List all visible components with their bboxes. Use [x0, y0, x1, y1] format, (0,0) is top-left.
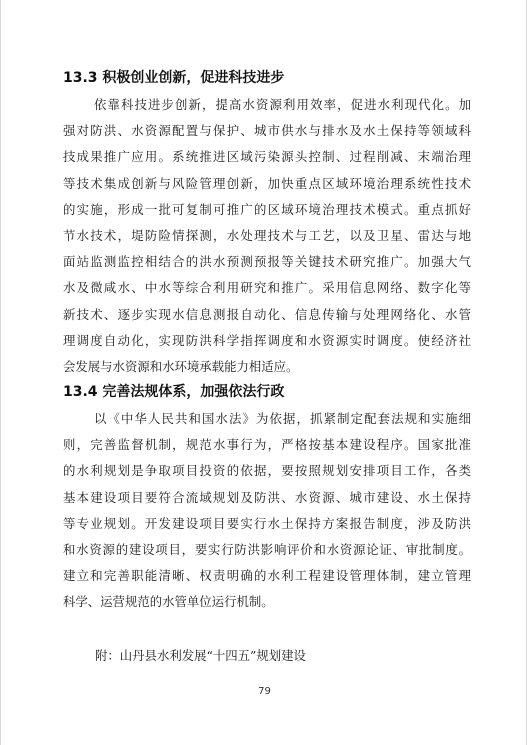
paragraph-line: 强对防洪、水资源配置与保护、城市供水与排水及水土保持等领域科 [63, 123, 471, 139]
paragraph-line: 依靠科技进步创新，提高水资源利用效率，促进水利现代化。加 [94, 97, 471, 112]
paragraph-line: 的实施，形成一批可复制可推广的区域环境治理技术模式。重点抓好 [63, 201, 471, 217]
paragraph-line: 基本建设项目要符合流域规划及防洪、水资源、城市建设、水土保持 [63, 489, 471, 505]
paragraph-line: 的水利规划是争取项目投资的依据，要按照规划安排项目工作，各类 [63, 463, 471, 479]
paragraph-line: 以《中华人民共和国水法》为依据，抓紧制定配套法规和实施细 [94, 411, 471, 426]
page-number: 79 [258, 686, 271, 697]
paragraph-line: 等技术集成创新与风险管理创新，加快重点区域环境治理系统性技术 [63, 175, 471, 191]
paragraph-line: 则，完善监督机制，规范水事行为，严格按基本建设程序。国家批准 [63, 437, 471, 453]
paragraph-line: 科学、运营规范的水管单位运行机制。 [63, 594, 274, 610]
section-13-4-body [63, 406, 471, 616]
paragraph-line: 水及微咸水、中水等综合利用研究和推广。采用信息网络、数字化等 [63, 280, 471, 296]
section-13-3-heading: 13.3 积极创业创新，促进科技进步 [63, 70, 285, 86]
paragraph-line: 新技术、逐步实现水信息测报自动化、信息传输与处理网络化、水管 [63, 306, 471, 322]
section-13-4-heading: 13.4 完善法规体系，加强依法行政 [63, 384, 285, 400]
attachment-note: 附：山丹县水利发展“十四五”规划建设 [95, 648, 306, 663]
paragraph-line: 技成果推广应用。系统推进区域污染源头控制、过程削减、末端治理 [63, 149, 471, 165]
paragraph-line: 和水资源的建设项目，要实行防洪影响评价和水资源论证、审批制度。 [63, 541, 471, 557]
paragraph-line: 节水技术，堤防险情探测，水处理技术与工艺，以及卫星、雷达与地 [63, 227, 471, 243]
paragraph-line: 建立和完善职能清晰、权责明确的水利工程建设管理体制，建立管理 [63, 568, 471, 584]
paragraph-line: 理调度自动化，实现防洪科学指挥调度和水资源实时调度。使经济社 [63, 332, 471, 348]
paragraph-line: 面站监测监控相结合的洪水预测预报等关键技术研究推广。加强大气 [63, 254, 471, 270]
paragraph-line: 会发展与水资源和水环境承载能力相适应。 [63, 358, 299, 374]
section-13-3-body [63, 92, 471, 380]
paragraph-line: 等专业规划。开发建设项目要实行水土保持方案报告制度，涉及防洪 [63, 515, 471, 531]
